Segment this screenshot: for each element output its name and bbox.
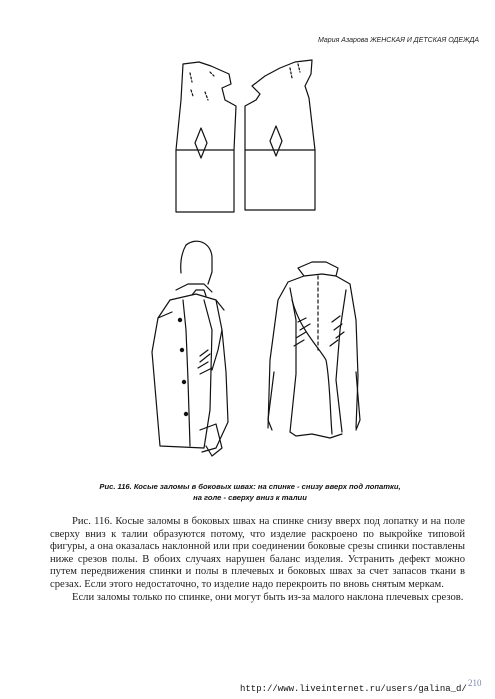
back-pattern-drawing (176, 62, 236, 212)
coat-front-drawing (152, 241, 228, 456)
body-paragraph-2: Если заломы только по спинке, они могут быть из-за малого наклона плечевых срезов. (72, 591, 464, 603)
footer-url[interactable]: http://www.liveinternet.ru/users/galina_d/ (240, 684, 467, 694)
body-paragraph-1: Рис. 116. Косые заломы в боковых швах на спинке снизу вверх под лопатку и на поле сверху вниз к талии образуются потому, что изделие раскроено по выкройке типовой фигуры, а она оказалась наклонной или при соединении боковые срезы спинки поставлены ниже срезов полы. В обоих случаях нарушен баланс изделия. Устранить дефект можно путем передвижения спинки и полы в плечевых и боковых швах за счет запасов ткани в срезах. Если этого недостаточно, то изделие надо перекроить по вновь снятым меркам. (50, 516, 465, 590)
figure-caption-line-1: Рис. 116. Косые заломы в боковых швах: на спинке - снизу вверх под лопатки, (99, 482, 401, 491)
front-pattern-drawing (245, 60, 315, 210)
running-header: Мария Азарова ЖЕНСКАЯ И ДЕТСКАЯ ОДЕЖДА (318, 37, 480, 44)
body-text (50, 516, 465, 604)
page-number: 210 (468, 678, 482, 688)
figure-caption-line-2: на голе - сверху вниз к талии (193, 493, 307, 502)
coat-back-drawing (268, 262, 360, 438)
